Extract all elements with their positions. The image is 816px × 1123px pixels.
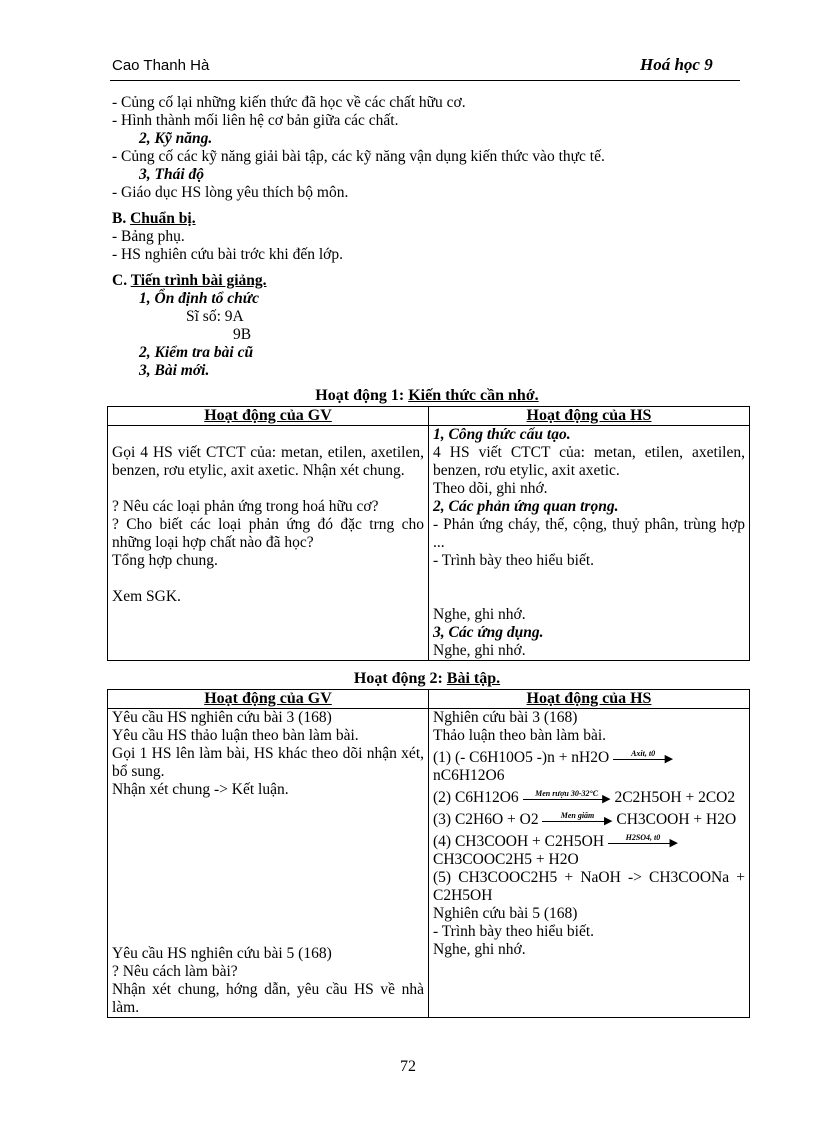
process-title: Tiến trình bài giảng. [130,272,267,289]
cell-text: Yêu cầu HS nghiên cứu bài 3 (168) [112,709,332,726]
process-step-2: 2, Kiểm tra bài cũ [139,344,254,361]
activity2-title [112,669,742,689]
prep-item: - Bảng phụ. [112,228,185,245]
cell-heading: 3, Các ứng dụng. [433,624,544,641]
cell-text: - Trình bày theo hiểu biết. [433,923,595,940]
equation-1: (1) (- C6H10O5 -)n + nH2O Axit, t0 ▶ nC6H12O6 [433,749,674,784]
arrow-icon: Men giấm ▶ [542,813,612,827]
cell-text: Nghiên cứu bài 3 (168) [433,709,578,726]
process-step-3: 3, Bài mới. [139,362,210,379]
cell-text: ? Cho biết các loại phản ứng đó đặc trng cho những loại hợp chất nào đã học? [112,516,424,551]
attendance: Sĩ số: 9A [186,308,244,325]
arrow-icon: H2SO4, t0 ▶ [608,835,678,849]
activity2-table [107,689,750,1018]
header-author: Cao Thanh Hà [112,57,210,74]
cell-text: Nghe, ghi nhớ. [433,941,526,958]
intro-line: - Củng cố lại những kiến thức đã học về các chất hữu cơ. [112,94,466,111]
cell-text: Gọi 1 HS lên làm bài, HS khác theo dõi nhận xét, bổ sung. [112,745,424,780]
cell-text: Nghiên cứu bài 5 (168) [433,905,578,922]
col-student: Hoạt động của HS [429,407,750,426]
equation-4: (4) CH3COOH + C2H5OH H2SO4, t0 ▶ CH3COOC2H5 + H2O [433,833,678,868]
attitude-text: - Giáo dục HS lòng yêu thích bộ môn. [112,184,349,201]
equation-5: (5) CH3COOC2H5 + NaOH -> CH3COONa + C2H5OH [433,869,745,904]
prep-heading [112,210,742,228]
col-student: Hoạt động của HS [429,690,750,709]
cell-text: Xem SGK. [112,588,181,605]
process-step-1: 1, Ổn định tổ chức [139,290,259,307]
activity2-name: Bài tập. [446,670,501,687]
cell-text: Nghe, ghi nhớ. [433,642,526,659]
cell-text: Theo dõi, ghi nhớ. [433,480,548,497]
table-header-row [108,407,750,426]
attitude-heading: 3, Thái độ [139,166,205,183]
activity1-table [107,406,750,661]
activity1-prefix: Hoạt động 1: [315,387,405,404]
cell-text: - Phản ứng cháy, thế, cộng, thuỷ phân, trùng hợp ... [433,516,745,551]
cell-heading: 2, Các phản ứng quan trọng. [433,498,619,515]
student-cell [429,709,750,1018]
cell-text: Yêu cầu HS thảo luận theo bàn làm bài. [112,727,359,744]
arrow-icon: Axit, t0 ▶ [613,751,673,765]
teacher-cell [108,709,429,1018]
cell-text: Yêu cầu HS nghiên cứu bài 5 (168) [112,945,332,962]
cell-heading: 1, Công thức cấu tạo. [433,426,571,443]
cell-text: 4 HS viết CTCT của: metan, etilen, axetilen, benzen, rơu etylic, axit axetic. [433,444,745,479]
student-cell [429,426,750,661]
cell-text: ? Nêu cách làm bài? [112,963,238,980]
cell-text: Nhận xét chung, hớng dẫn, yêu cầu HS về nhà làm. [112,981,424,1016]
intro-line: - Hình thành mối liên hệ cơ bản giữa các chất. [112,112,399,129]
activity1-title [112,386,742,406]
table-row [108,426,750,661]
cell-text: Gọi 4 HS viết CTCT của: metan, etilen, axetilen, benzen, rơu etylic, axit axetic. Nhận xét chung. [112,444,424,479]
prep-item: - HS nghiên cứu bài trớc khi đến lớp. [112,246,343,263]
activity1-name: Kiến thức cần nhớ. [408,387,539,404]
equation-3: (3) C2H6O + O2 Men giấm ▶ CH3COOH + H2O [433,811,737,828]
table-row [108,709,750,1018]
col-teacher: Hoạt động của GV [108,690,429,709]
header-rule [110,80,740,81]
prep-label: B. [112,210,127,227]
table-header-row [108,690,750,709]
teacher-cell [108,426,429,661]
cell-text: Thảo luận theo bàn làm bài. [433,727,607,744]
equation-2: (2) C6H12O6 Men rượu 30-32°C ▶ 2C2H5OH + 2CO2 [433,789,736,806]
col-teacher: Hoạt động của GV [108,407,429,426]
activity2-prefix: Hoạt động 2: [353,670,443,687]
attendance-class: 9B [233,326,252,343]
skills-text: - Củng cố các kỹ năng giải bài tập, các kỹ năng vận dụng kiến thức vào thực tế. [112,148,605,165]
process-heading [112,272,742,290]
skills-heading: 2, Kỹ năng. [139,130,213,147]
arrow-icon: Men rượu 30-32°C ▶ [523,791,611,805]
page-number: 72 [400,1058,416,1075]
cell-text: Nghe, ghi nhớ. [433,606,526,623]
cell-text: - Trình bày theo hiểu biết. [433,552,595,569]
cell-text: Tổng hợp chung. [112,552,218,569]
cell-text: Nhận xét chung -> Kết luận. [112,781,289,798]
process-label: C. [112,272,128,289]
document-body [112,94,745,1018]
prep-title: Chuẩn bị. [130,210,196,227]
header-subject: Hoá học 9 [640,55,713,74]
cell-text: ? Nêu các loại phản ứng trong hoá hữu cơ? [112,498,379,515]
